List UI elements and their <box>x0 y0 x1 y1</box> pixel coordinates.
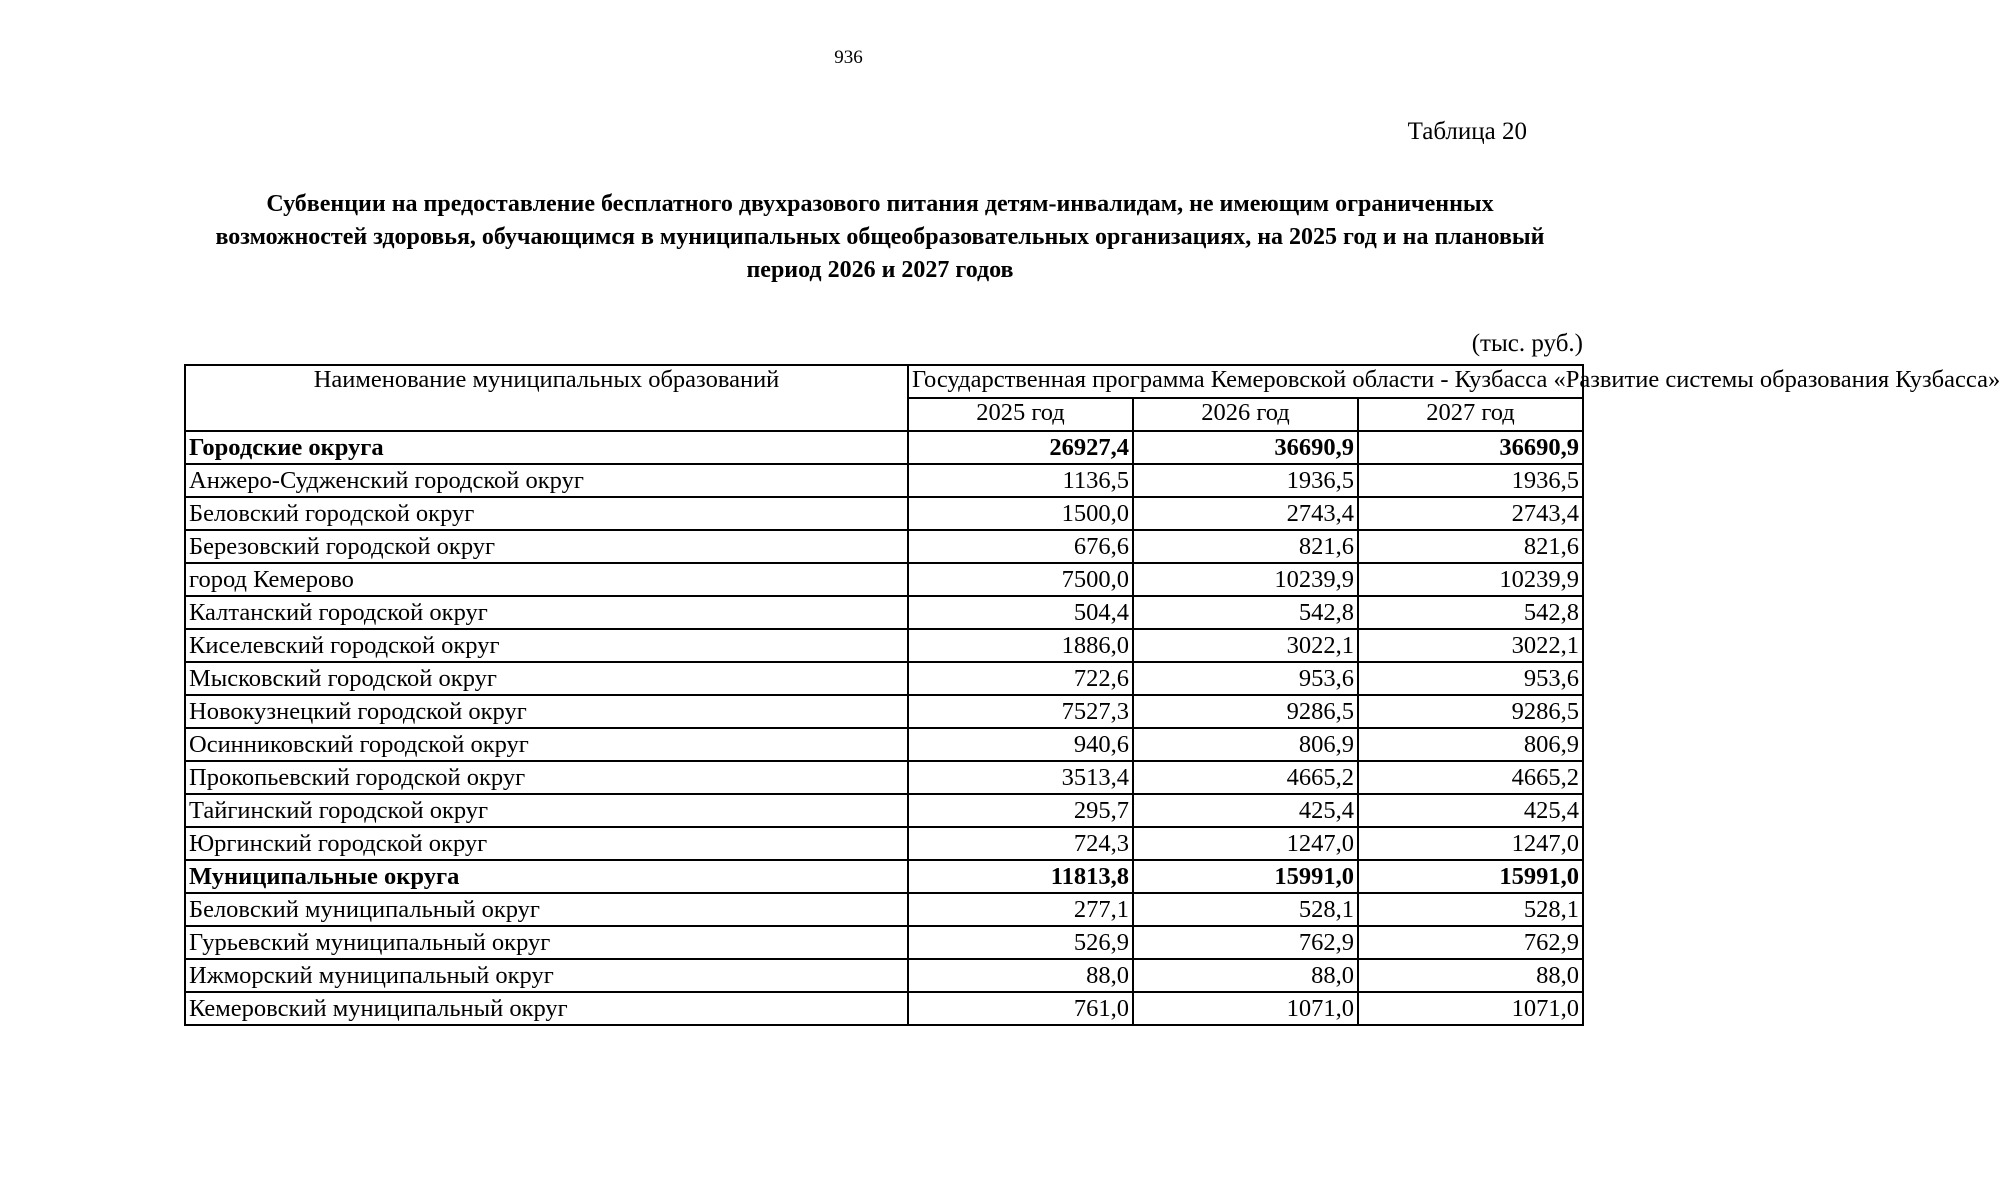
units-label: (тыс. руб.) <box>1471 330 1583 357</box>
page-number: 936 <box>834 47 863 68</box>
table-row <box>185 761 1583 794</box>
value-2026-cell: 10239,9 <box>1133 563 1358 596</box>
value-2027-cell: 3022,1 <box>1358 629 1583 662</box>
municipality-name-cell: Ижморский муниципальный округ <box>185 959 908 992</box>
group-total-row <box>185 860 1583 893</box>
table-row <box>185 827 1583 860</box>
value-2025-cell: 26927,4 <box>908 431 1133 464</box>
value-2026-cell: 1936,5 <box>1133 464 1358 497</box>
value-2027-cell: 10239,9 <box>1358 563 1583 596</box>
municipality-name-cell: Калтанский городской округ <box>185 596 908 629</box>
value-2027-cell: 1071,0 <box>1358 992 1583 1025</box>
value-2026-cell: 4665,2 <box>1133 761 1358 794</box>
municipality-name-cell: Городские округа <box>185 431 908 464</box>
value-2025-cell: 11813,8 <box>908 860 1133 893</box>
value-2025-cell: 295,7 <box>908 794 1133 827</box>
municipality-name-cell: Юргинский городской округ <box>185 827 908 860</box>
value-2025-cell: 724,3 <box>908 827 1133 860</box>
value-2027-cell: 806,9 <box>1358 728 1583 761</box>
value-2027-cell: 2743,4 <box>1358 497 1583 530</box>
value-2026-cell: 3022,1 <box>1133 629 1358 662</box>
municipality-name-cell: Мысковский городской округ <box>185 662 908 695</box>
value-2027-cell: 1936,5 <box>1358 464 1583 497</box>
municipality-name-cell: Муниципальные округа <box>185 860 908 893</box>
value-2026-cell: 88,0 <box>1133 959 1358 992</box>
value-2026-cell: 762,9 <box>1133 926 1358 959</box>
table-row <box>185 794 1583 827</box>
table-row <box>185 530 1583 563</box>
value-2025-cell: 940,6 <box>908 728 1133 761</box>
table-row <box>185 629 1583 662</box>
value-2025-cell: 88,0 <box>908 959 1133 992</box>
value-2025-cell: 722,6 <box>908 662 1133 695</box>
value-2027-cell: 88,0 <box>1358 959 1583 992</box>
value-2026-cell: 2743,4 <box>1133 497 1358 530</box>
table-row <box>185 992 1583 1025</box>
table-row <box>185 563 1583 596</box>
value-2026-cell: 528,1 <box>1133 893 1358 926</box>
table-row <box>185 893 1583 926</box>
value-2027-cell: 528,1 <box>1358 893 1583 926</box>
table-row <box>185 926 1583 959</box>
municipality-name-cell: Анжеро-Судженский городской округ <box>185 464 908 497</box>
table-row <box>185 959 1583 992</box>
value-2026-cell: 1247,0 <box>1133 827 1358 860</box>
table-body <box>185 431 1583 1025</box>
header-row <box>185 365 1583 398</box>
value-2027-cell: 15991,0 <box>1358 860 1583 893</box>
subventions-table <box>184 364 2000 1026</box>
value-2026-cell: 15991,0 <box>1133 860 1358 893</box>
column-header-program: Государственная программа Кемеровской области - Кузбасса «Развитие системы образования Кузбасса» <box>908 365 1583 398</box>
value-2026-cell: 953,6 <box>1133 662 1358 695</box>
table-row <box>185 497 1583 530</box>
municipality-name-cell: город Кемерово <box>185 563 908 596</box>
column-header-2026: 2026 год <box>1133 398 1358 431</box>
municipality-name-cell: Березовский городской округ <box>185 530 908 563</box>
value-2025-cell: 526,9 <box>908 926 1133 959</box>
municipality-name-cell: Беловский муниципальный округ <box>185 893 908 926</box>
table-header <box>185 365 2000 431</box>
value-2026-cell: 542,8 <box>1133 596 1358 629</box>
municipality-name-cell: Тайгинский городской округ <box>185 794 908 827</box>
value-2025-cell: 1886,0 <box>908 629 1133 662</box>
value-2025-cell: 1500,0 <box>908 497 1133 530</box>
value-2025-cell: 3513,4 <box>908 761 1133 794</box>
column-header-2027: 2027 год <box>1358 398 1583 431</box>
table-row <box>185 662 1583 695</box>
value-2026-cell: 36690,9 <box>1133 431 1358 464</box>
value-2026-cell: 9286,5 <box>1133 695 1358 728</box>
column-header-2025: 2025 год <box>908 398 1133 431</box>
municipality-name-cell: Осинниковский городской округ <box>185 728 908 761</box>
value-2027-cell: 1247,0 <box>1358 827 1583 860</box>
value-2027-cell: 762,9 <box>1358 926 1583 959</box>
value-2027-cell: 542,8 <box>1358 596 1583 629</box>
value-2027-cell: 425,4 <box>1358 794 1583 827</box>
value-2026-cell: 806,9 <box>1133 728 1358 761</box>
table-row <box>185 464 1583 497</box>
municipality-name-cell: Кемеровский муниципальный округ <box>185 992 908 1025</box>
table-row <box>185 728 1583 761</box>
value-2025-cell: 676,6 <box>908 530 1133 563</box>
municipality-name-cell: Беловский городской округ <box>185 497 908 530</box>
value-2026-cell: 1071,0 <box>1133 992 1358 1025</box>
value-2027-cell: 36690,9 <box>1358 431 1583 464</box>
table-row <box>185 695 1583 728</box>
value-2025-cell: 761,0 <box>908 992 1133 1025</box>
municipality-name-cell: Гурьевский муниципальный округ <box>185 926 908 959</box>
document-title: Субвенции на предоставление бесплатного двухразового питания детям-инвалидам, не имеющим ограниченных возможностей здоровья, обучающимся в муниципальных общеобразовательных организациях, на 2025 год и на плановый период 2026 и 2027 годов <box>215 191 1545 283</box>
column-header-name: Наименование муниципальных образований <box>185 365 908 431</box>
municipality-name-cell: Прокопьевский городской округ <box>185 761 908 794</box>
value-2027-cell: 953,6 <box>1358 662 1583 695</box>
value-2025-cell: 504,4 <box>908 596 1133 629</box>
value-2026-cell: 821,6 <box>1133 530 1358 563</box>
municipality-name-cell: Новокузнецкий городской округ <box>185 695 908 728</box>
value-2027-cell: 821,6 <box>1358 530 1583 563</box>
value-2025-cell: 1136,5 <box>908 464 1133 497</box>
table-label: Таблица 20 <box>1407 118 1527 145</box>
value-2025-cell: 277,1 <box>908 893 1133 926</box>
value-2027-cell: 9286,5 <box>1358 695 1583 728</box>
value-2026-cell: 425,4 <box>1133 794 1358 827</box>
value-2025-cell: 7500,0 <box>908 563 1133 596</box>
table-row <box>185 596 1583 629</box>
municipality-name-cell: Киселевский городской округ <box>185 629 908 662</box>
value-2027-cell: 4665,2 <box>1358 761 1583 794</box>
group-total-row <box>185 431 1583 464</box>
value-2025-cell: 7527,3 <box>908 695 1133 728</box>
